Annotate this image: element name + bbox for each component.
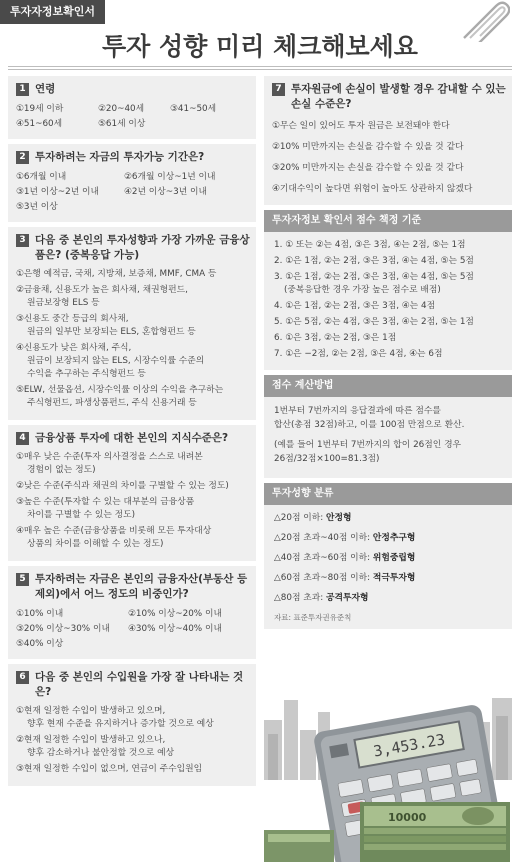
left-column (8, 76, 256, 791)
class-item: △80점 초과: 공격투자형 (274, 593, 369, 603)
question-2 (8, 144, 256, 222)
scoring-criteria (264, 210, 512, 370)
option[interactable]: ②낮은 수준(주식과 채권의 차이를 구별할 수 있는 정도) (16, 481, 229, 491)
option[interactable]: ②20~40세 (98, 104, 145, 114)
option[interactable]: ①6개월 이내 (16, 172, 67, 182)
calculator-money-illustration (264, 690, 512, 862)
option[interactable]: ②6개월 이상~1년 이내 (124, 172, 216, 182)
option[interactable]: ②현재 일정한 수입이 발생하고 있으나, 향후 감소하거나 불안정할 것으로 예상 (16, 735, 175, 758)
option[interactable]: ⑤40% 이상 (16, 639, 64, 649)
class-item: △60점 초과~80점 이하: 적극투자형 (274, 573, 416, 583)
option[interactable]: ③20% 미만까지는 손실을 감수할 수 있을 것 같다 (272, 163, 464, 173)
score-rule: 6. ①은 3점, ②는 2점, ③은 1점 (274, 333, 397, 343)
banknote-denomination: 10000 (388, 811, 427, 824)
question-title: 투자하려는 자금은 본인의 금융자산(부동산 등 제외)에서 어느 정도의 비중인가? (35, 573, 248, 600)
illustration-graphic (264, 690, 512, 862)
option[interactable]: ④30% 이상~40% 이내 (128, 624, 222, 634)
question-number: 7 (272, 83, 285, 96)
option[interactable]: ⑤ELW, 선물옵션, 시장수익률 이상의 수익을 추구하는 주식형펀드, 파생상품펀드, 주식 신용거래 등 (16, 385, 224, 408)
question-title: 다음 중 본인의 투자성향과 가장 가까운 금융상품은? (중복응답 가능) (35, 234, 250, 261)
class-item: △20점 이하: 안정형 (274, 513, 352, 523)
option[interactable]: ④51~60세 (16, 119, 63, 129)
question-title: 연령 (35, 83, 56, 95)
option[interactable]: ③현재 일정한 수입이 없으며, 연금이 주수입원임 (16, 764, 203, 774)
score-rule: 4. ①은 1점, ②는 2점, ③은 3점, ④는 4점 (274, 301, 436, 311)
calculator-display: 3,453.23 (372, 730, 447, 761)
option[interactable]: ③41~50세 (170, 104, 217, 114)
option[interactable]: ③높은 수준(투자할 수 있는 대부분의 금융상품 차이를 구별할 수 있는 정도) (16, 497, 195, 520)
option[interactable]: ④2년 이상~3년 이내 (124, 187, 208, 197)
option[interactable]: ①매우 낮은 수준(투자 의사결정을 스스로 내려본 경험이 없는 정도) (16, 452, 203, 475)
right-column (264, 76, 512, 634)
option[interactable]: ③1년 이상~2년 이내 (16, 187, 100, 197)
option[interactable]: ①무슨 일이 있어도 투자 원금은 보전돼야 한다 (272, 121, 450, 131)
banknotes-icon (264, 802, 510, 862)
question-number: 3 (16, 234, 29, 247)
calc-text: 1번부터 7번까지의 응답결과에 따른 점수를 합산(총점 32점)하고, 이를 100점 만점으로 환산. (274, 406, 465, 430)
class-item: △20점 초과~40점 이하: 안정추구형 (274, 533, 416, 543)
score-rule: 3. ①은 1점, ②는 2점, ③은 3점, ④는 4점, ⑤는 5점 (중복응답한 경우 가장 높은 점수로 배점) (274, 272, 474, 295)
source-note: 자료: 표준투자권유준칙 (274, 613, 352, 622)
class-item: △40점 초과~60점 이하: 위험중립형 (274, 553, 416, 563)
option[interactable]: ①은행 예적금, 국채, 지방채, 보증채, MMF, CMA 등 (16, 269, 217, 279)
question-number: 5 (16, 573, 29, 586)
option[interactable]: ⑤61세 이상 (98, 119, 146, 129)
classification-title: 투자성향 분류 (264, 483, 512, 505)
document-tag: 투자자정보확인서 (0, 0, 105, 24)
title-divider-2 (8, 69, 512, 70)
question-number: 4 (16, 432, 29, 445)
question-1 (8, 76, 256, 139)
title-divider (8, 66, 512, 67)
option[interactable]: ③20% 이상~30% 이내 (16, 624, 110, 634)
option[interactable]: ①19세 이하 (16, 104, 64, 114)
question-title: 투자하려는 자금의 투자가능 기간은? (35, 151, 205, 163)
investment-classification (264, 483, 512, 629)
option[interactable]: ③신용도 중간 등급의 회사채, 원금의 일부만 보장되는 ELS, 혼합형펀드 등 (16, 314, 196, 337)
question-6 (8, 664, 256, 786)
question-number: 2 (16, 151, 29, 164)
scoring-title: 투자자정보 확인서 점수 책정 기준 (264, 210, 512, 232)
option[interactable]: ①10% 이내 (16, 609, 64, 619)
question-4 (8, 425, 256, 561)
option[interactable]: ⑤3년 이상 (16, 202, 58, 212)
score-calculation (264, 375, 512, 478)
calc-example: (예를 들어 1번부터 7번까지의 합이 26점인 경우 26점/32점×100=81.3점) (274, 440, 462, 464)
option[interactable]: ④매우 높은 수준(금융상품을 비롯해 모든 투자대상 상품의 차이를 이해할 수 있는 정도) (16, 526, 212, 549)
question-number: 1 (16, 83, 29, 96)
page-title: 투자 성향 미리 체크해보세요 (102, 32, 418, 61)
question-number: 6 (16, 671, 29, 684)
option[interactable]: ②10% 이상~20% 이내 (128, 609, 222, 619)
option[interactable]: ②10% 미만까지는 손실을 감수할 수 있을 것 같다 (272, 142, 464, 152)
option[interactable]: ④기대수익이 높다면 위험이 높아도 상관하지 않겠다 (272, 184, 473, 194)
question-3 (8, 227, 256, 420)
question-7 (264, 76, 512, 205)
calc-title: 점수 계산방법 (264, 375, 512, 397)
question-title: 금융상품 투자에 대한 본인의 지식수준은? (35, 432, 229, 444)
score-rule: 5. ①은 5점, ②는 4점, ③은 3점, ④는 2점, ⑤는 1점 (274, 317, 474, 327)
option[interactable]: ②금융채, 신용도가 높은 회사채, 채권형펀드, 원금보장형 ELS 등 (16, 285, 188, 308)
question-title: 투자원금에 손실이 발생할 경우 감내할 수 있는 손실 수준은? (291, 83, 506, 110)
score-rule: 2. ①은 1점, ②는 2점, ③은 3점, ④는 4점, ⑤는 5점 (274, 256, 474, 266)
question-title: 다음 중 본인의 수입원을 가장 잘 나타내는 것은? (35, 671, 244, 698)
option[interactable]: ①현재 일정한 수입이 발생하고 있으며, 향후 현재 수준을 유지하거나 증가할 것으로 예상 (16, 706, 214, 729)
score-rule: 1. ① 또는 ②는 4점, ③은 3점, ④는 2점, ⑤는 1점 (274, 240, 466, 250)
question-5 (8, 566, 256, 659)
option[interactable]: ④신용도가 낮은 회사채, 주식, 원금이 보장되지 않는 ELS, 시장수익률 수준의 수익을 추구하는 주식형펀드 등 (16, 343, 205, 379)
score-rule: 7. ①은 −2점, ②는 2점, ③은 4점, ④는 6점 (274, 349, 443, 359)
